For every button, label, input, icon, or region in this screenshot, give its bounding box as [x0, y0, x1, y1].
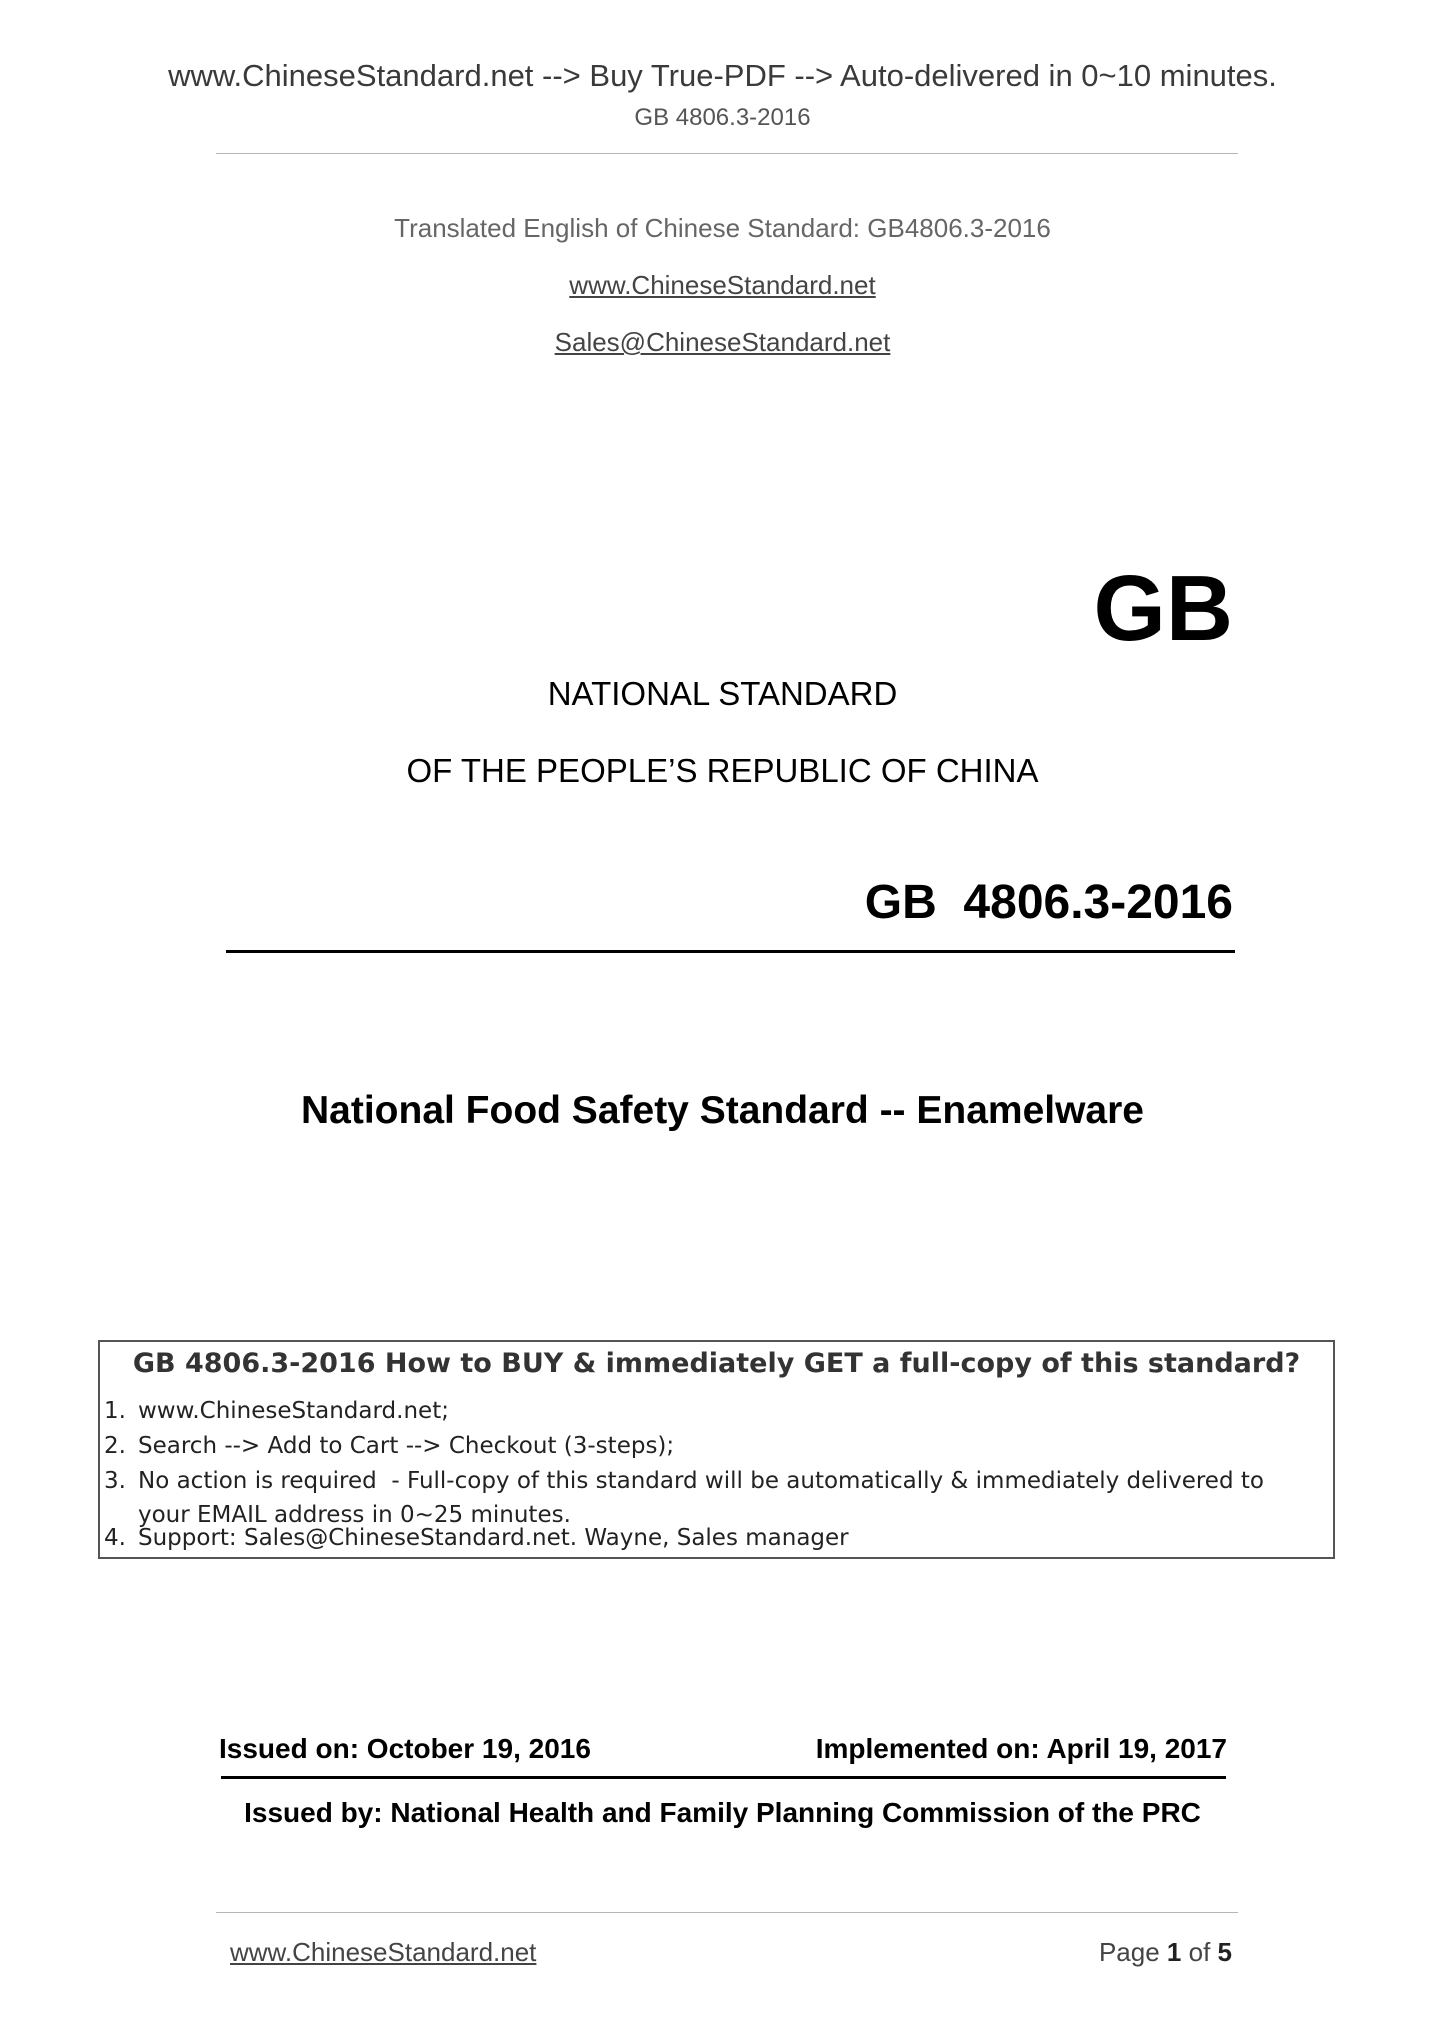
buy-step-number: 2. — [104, 1433, 126, 1459]
gb-mark: GB — [1093, 556, 1233, 660]
buy-step-text: Search --> Add to Cart --> Checkout (3-steps); — [138, 1433, 675, 1459]
issued-on: Issued on: October 19, 2016 — [219, 1733, 591, 1764]
buy-step-1 — [104, 1398, 449, 1424]
buy-step-2 — [104, 1433, 674, 1459]
implemented-on: Implemented on: April 19, 2017 — [815, 1733, 1227, 1764]
buy-step-3 — [104, 1468, 1264, 1494]
buy-step-4 — [104, 1525, 849, 1551]
buy-step-text[interactable]: www.ChineseStandard.net; — [138, 1398, 449, 1424]
buy-step-number: 4. — [104, 1525, 126, 1551]
buy-step-text: No action is required - Full-copy of this standard will be automatically & immediately delivered to — [138, 1468, 1264, 1494]
page-total: 5 — [1217, 1937, 1232, 1967]
header-banner: www.ChineseStandard.net --> Buy True-PDF --> Auto-delivered in 0~10 minutes. — [168, 58, 1277, 93]
header-doc-code: GB 4806.3-2016 — [634, 104, 811, 131]
issue-divider — [221, 1776, 1226, 1779]
buy-step-text: Support: Sales@ChineseStandard.net. Wayne, Sales manager — [138, 1525, 849, 1551]
footer-divider — [216, 1912, 1238, 1913]
page-indicator — [1099, 1937, 1232, 1968]
buy-step-number: 3. — [104, 1468, 126, 1494]
header-divider — [216, 153, 1238, 154]
national-standard-heading: NATIONAL STANDARD — [547, 675, 898, 712]
site-link-row — [0, 270, 1445, 301]
translated-line: Translated English of Chinese Standard: GB4806.3-2016 — [394, 213, 1051, 243]
prc-heading: OF THE PEOPLE’S REPUBLIC OF CHINA — [406, 752, 1039, 789]
buy-instructions-box — [98, 1340, 1335, 1559]
footer-site-link[interactable]: www.ChineseStandard.net — [230, 1937, 537, 1967]
page-mid: of — [1181, 1937, 1218, 1967]
buy-box-title: GB 4806.3-2016 How to BUY & immediately GET a full-copy of this standard? — [132, 1348, 1301, 1379]
buy-step-text: your EMAIL address in 0~25 minutes. — [138, 1502, 571, 1528]
buy-step-number: 1. — [104, 1398, 126, 1424]
standard-number-rule — [226, 950, 1235, 953]
page-current: 1 — [1166, 1937, 1182, 1967]
page-prefix: Page — [1098, 1937, 1167, 1967]
standard-number: GB 4806.3-2016 — [864, 876, 1233, 929]
email-link-row — [0, 327, 1445, 358]
site-link[interactable]: www.ChineseStandard.net — [569, 270, 876, 300]
email-link[interactable]: Sales@ChineseStandard.net — [554, 327, 891, 357]
issued-by: Issued by: National Health and Family Planning Commission of the PRC — [244, 1797, 1201, 1828]
document-title: National Food Safety Standard -- Enamelware — [301, 1089, 1144, 1132]
